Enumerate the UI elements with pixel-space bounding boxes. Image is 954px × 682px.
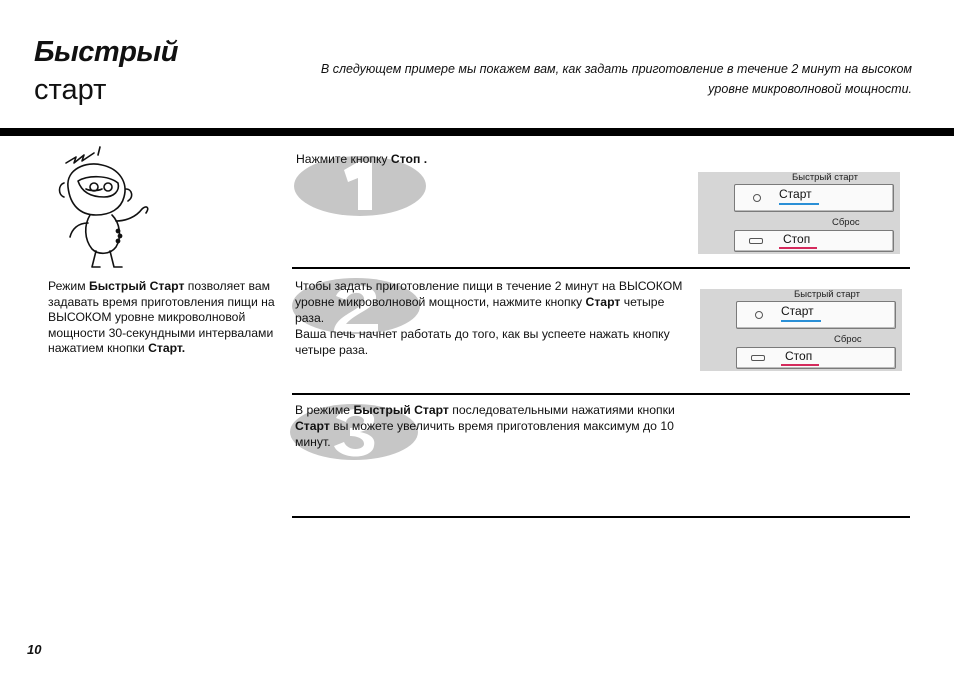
stop-button-label: Стоп [785, 349, 813, 363]
mascot-illustration [44, 143, 156, 273]
stop-underline [781, 364, 819, 366]
step-separator-1 [292, 267, 910, 269]
step-1-bold-stop: Стоп . [390, 152, 428, 166]
desc-text-1: Режим [48, 279, 89, 293]
start-button-label: Старт [781, 304, 814, 318]
step-2-text [295, 278, 687, 358]
start-underline [781, 320, 821, 322]
header-rule [0, 128, 954, 136]
stop-underline [779, 247, 817, 249]
step-2-text-2: четыре раза. [295, 295, 665, 325]
stop-button[interactable] [734, 230, 894, 252]
quick-start-label: Быстрый старт [794, 289, 860, 300]
page-title-bold: Быстрый [34, 36, 178, 68]
page-title-regular: старт [34, 74, 107, 106]
start-button[interactable] [734, 184, 894, 212]
stop-button-label: Стоп [783, 232, 811, 246]
stop-button[interactable] [736, 347, 896, 369]
quick-start-label: Быстрый старт [792, 172, 858, 183]
start-button[interactable] [736, 301, 896, 329]
reset-label: Сброс [832, 217, 860, 228]
step-3-text [295, 402, 685, 450]
reset-label: Сброс [834, 334, 862, 345]
step-1-text [296, 151, 676, 167]
stop-button-dash-icon [749, 238, 763, 244]
step-separator-2 [292, 393, 910, 395]
page-number: 10 [27, 642, 42, 657]
start-button-label: Старт [779, 187, 812, 201]
step-3-text-1: В режиме [295, 403, 354, 417]
step-2-text-3: Ваша печь начнет работать до того, как вы успеете нажать кнопку четыре раза. [295, 327, 670, 357]
step-3-text-2: последовательными нажатиями кнопки [448, 403, 675, 417]
start-button-dot-icon [753, 194, 761, 202]
desc-bold-mode: Быстрый Старт [88, 279, 185, 293]
stop-button-dash-icon [751, 355, 765, 361]
step-3-text-3: вы можете увеличить время приготовления максимум до 10 минут. [295, 419, 674, 449]
step-2-control-panel [700, 289, 902, 371]
step-1-text-1: Нажмите кнопку [296, 152, 391, 166]
step-separator-3 [292, 516, 910, 518]
step-2-bold-start: Старт [585, 295, 621, 309]
step-2-text-1: Чтобы задать приготовление пищи в течение 2 минут на ВЫСОКОМ уровне микроволновой мощности, нажмите кнопку [295, 279, 683, 309]
step-1-control-panel [698, 172, 900, 254]
desc-text-2: позволяет вам задавать время приготовления пищи на ВЫСОКОМ уровне микроволновой мощности 30-секундными интервалами нажатием кнопки [48, 279, 275, 356]
start-underline [779, 203, 819, 205]
start-button-dot-icon [755, 311, 763, 319]
quick-start-description [48, 279, 278, 357]
step-3-bold-mode: Быстрый Старт [353, 403, 449, 417]
intro-text: В следующем примере мы покажем вам, как задать приготовление в течение 2 минут на высоком уровне микроволновой мощности. [320, 62, 912, 96]
desc-bold-start: Старт. [148, 341, 186, 356]
step-3-bold-start: Старт [295, 419, 330, 433]
